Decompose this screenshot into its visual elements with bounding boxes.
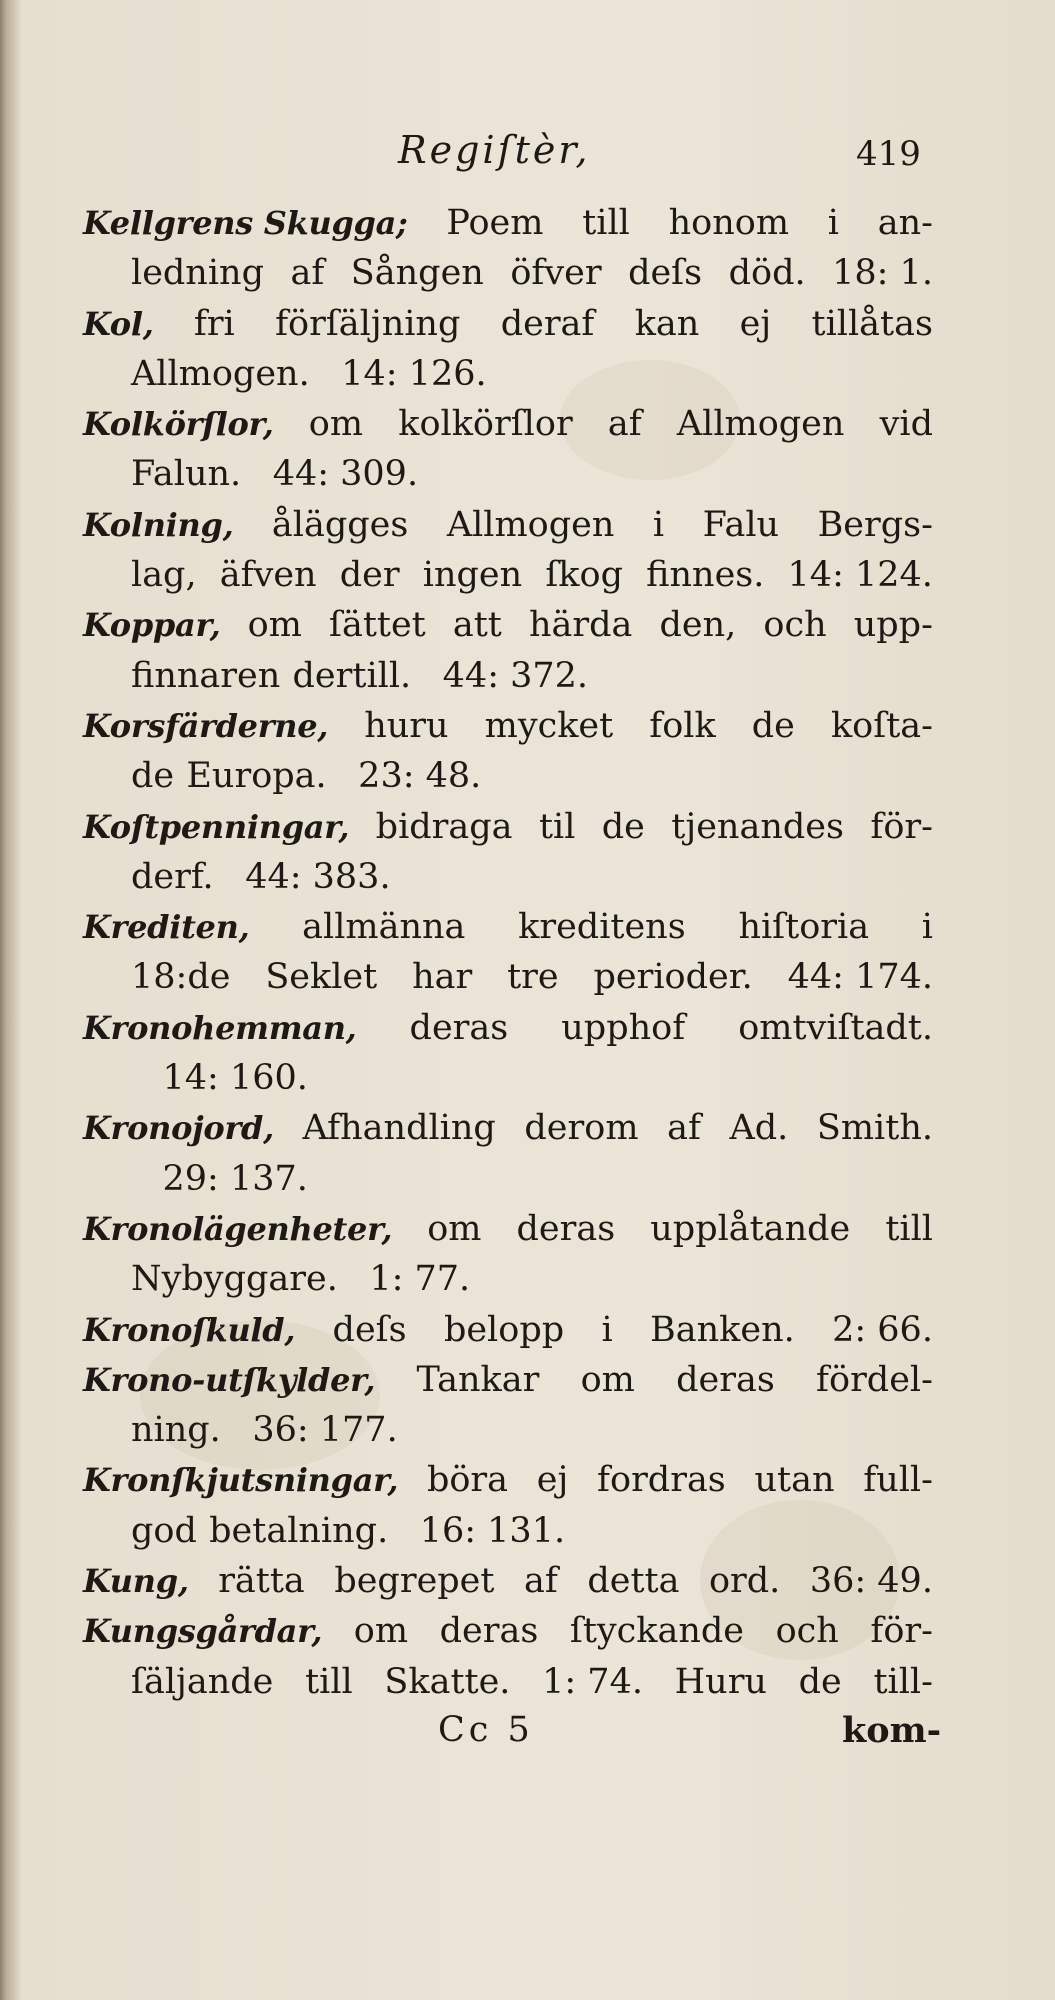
volume-page-reference: 36: 49. bbox=[809, 1561, 933, 1602]
entry-word: Poem bbox=[446, 203, 544, 243]
entry-line bbox=[83, 198, 933, 248]
entry-word: de bbox=[798, 1661, 842, 1702]
volume-page-reference: 16: 131. bbox=[419, 1510, 566, 1551]
entry-word: rätta bbox=[218, 1561, 305, 1602]
entry-word: Allmogen bbox=[446, 504, 615, 545]
entry-word: Falun. bbox=[131, 454, 242, 495]
entry-line bbox=[83, 1003, 933, 1053]
entry-headword: Koſtpenningar, bbox=[83, 807, 350, 846]
entry-word: fri bbox=[193, 303, 235, 344]
entry-word: ej bbox=[739, 303, 772, 344]
entry-word: upplåtande bbox=[650, 1208, 851, 1249]
volume-page-reference: 18: 1. bbox=[832, 253, 933, 294]
entry-word: af bbox=[607, 404, 642, 445]
entry-word: äfven bbox=[219, 555, 317, 596]
entry-word: Nybyggare. bbox=[131, 1259, 338, 1300]
volume-page-reference: 36: 177. bbox=[252, 1410, 398, 1451]
entry-headword: Kronſkjutsningar, bbox=[83, 1461, 399, 1500]
entry-continuation-line bbox=[83, 1254, 933, 1304]
entry-word: om bbox=[353, 1611, 409, 1652]
entry-word: af bbox=[667, 1108, 701, 1149]
entry-word: den, bbox=[659, 605, 737, 646]
entry-word: Falu bbox=[702, 504, 780, 545]
entry-word: an- bbox=[877, 203, 933, 243]
entry-word: huru bbox=[364, 705, 449, 746]
entry-word: ej bbox=[536, 1460, 569, 1501]
volume-page-reference: 14: 124. bbox=[787, 555, 933, 596]
entry-continuation-line bbox=[83, 449, 933, 499]
entry-word: derom bbox=[524, 1108, 639, 1149]
entry-word: Europa. bbox=[186, 756, 327, 797]
entry-headword: Kung, bbox=[83, 1562, 189, 1601]
entry-headword: Kolning, bbox=[83, 505, 234, 544]
entry-word: til bbox=[538, 806, 576, 847]
volume-page-reference: 2: 66. bbox=[832, 1309, 933, 1350]
entry-headword: Kol, bbox=[83, 304, 154, 343]
entry-word: till bbox=[305, 1661, 353, 1702]
entry-word: tillåtas bbox=[811, 303, 933, 344]
entry-headword: Kungsgårdar, bbox=[83, 1612, 323, 1651]
entry-word: till bbox=[582, 203, 630, 243]
entry-word: mycket bbox=[484, 705, 614, 746]
entry-word: omtviſtadt. bbox=[738, 1007, 933, 1048]
entry-word: härda bbox=[528, 605, 633, 646]
entry-line bbox=[83, 600, 933, 650]
entry-word: till bbox=[885, 1208, 933, 1249]
entry-word: betalning. bbox=[209, 1510, 389, 1551]
entry-word: Bergs- bbox=[817, 504, 933, 545]
entry-word: bidraga bbox=[375, 806, 513, 847]
entry-word: Tankar bbox=[416, 1359, 540, 1400]
entry-word: lag, bbox=[131, 555, 197, 596]
volume-page-reference: 44: 383. bbox=[245, 856, 391, 897]
volume-page-reference: 18:de bbox=[131, 957, 231, 998]
entry-word: honom bbox=[668, 203, 790, 243]
entry-word: ſtyckande bbox=[569, 1611, 745, 1652]
page-header bbox=[0, 128, 1055, 188]
entry-word: hiſtoria bbox=[738, 907, 870, 948]
entry-word: till- bbox=[873, 1661, 933, 1702]
entry-word: dertill. bbox=[292, 655, 412, 696]
running-title: Regiſtèr, bbox=[398, 128, 591, 172]
entry-word: perioder. bbox=[593, 957, 753, 998]
entry-word: i bbox=[601, 1309, 613, 1350]
entry-headword: Kronoſkuld, bbox=[83, 1310, 296, 1349]
entry-headword: Krono-utſkylder, bbox=[83, 1360, 376, 1399]
entry-headword: Kronojord, bbox=[83, 1109, 274, 1148]
entry-line bbox=[83, 1355, 933, 1405]
entry-word: Allmogen. bbox=[131, 353, 310, 394]
volume-page-reference: 14: 126. bbox=[341, 353, 487, 394]
entry-word: upp- bbox=[853, 605, 933, 646]
entry-line bbox=[83, 1556, 933, 1606]
entry-word: folk bbox=[649, 705, 716, 746]
entry-word: Afhandling bbox=[302, 1108, 496, 1149]
volume-page-reference: 1: 74. bbox=[542, 1661, 643, 1702]
entry-word: tjenandes bbox=[671, 806, 844, 847]
entry-line bbox=[83, 1455, 933, 1505]
entry-line bbox=[83, 500, 933, 550]
entry-word: om bbox=[427, 1208, 482, 1249]
entry-line bbox=[83, 1204, 933, 1254]
entry-word: allmänna bbox=[302, 907, 466, 948]
entry-continuation-line bbox=[83, 1506, 933, 1556]
entry-word: och bbox=[775, 1611, 839, 1652]
entry-line bbox=[83, 399, 933, 449]
volume-page-reference: 14: 160. bbox=[162, 1058, 308, 1099]
entry-word: död. bbox=[728, 253, 806, 294]
page-number: 419 bbox=[856, 134, 921, 174]
entry-continuation-line bbox=[83, 550, 933, 600]
entry-headword: Krediten, bbox=[83, 908, 250, 947]
volume-page-reference: 1: 77. bbox=[369, 1259, 471, 1300]
entry-line bbox=[83, 701, 933, 751]
volume-page-reference: 44: 174. bbox=[787, 957, 933, 998]
catchword: kom- bbox=[842, 1710, 942, 1751]
page-footer bbox=[0, 1710, 1055, 1760]
entry-word: ſättet bbox=[329, 605, 426, 646]
entry-line bbox=[83, 1103, 933, 1153]
entry-line bbox=[83, 802, 933, 852]
entry-word: Smith. bbox=[816, 1108, 933, 1149]
entry-word: i bbox=[827, 203, 839, 243]
entry-continuation-line bbox=[83, 852, 933, 902]
entry-word: utan bbox=[754, 1460, 835, 1501]
entry-word: de bbox=[601, 806, 645, 847]
entry-word: finnaren bbox=[131, 655, 281, 696]
volume-page-reference: 29: 137. bbox=[162, 1158, 308, 1199]
entry-word: Skatte. bbox=[384, 1661, 511, 1702]
volume-page-reference: 44: 309. bbox=[272, 454, 419, 495]
entry-word: har bbox=[412, 957, 473, 998]
entry-word: koſta- bbox=[830, 705, 933, 746]
entry-word: kreditens bbox=[518, 907, 686, 948]
entry-word: ſäljande bbox=[131, 1661, 274, 1702]
entry-continuation-line bbox=[83, 651, 933, 701]
entry-word: Huru bbox=[674, 1661, 767, 1702]
entry-word: der bbox=[339, 555, 400, 596]
entry-word: Seklet bbox=[265, 957, 378, 998]
entry-word: tre bbox=[507, 957, 559, 998]
entry-word: kan bbox=[634, 303, 700, 344]
entry-word: full- bbox=[863, 1460, 933, 1501]
volume-page-reference: 23: 48. bbox=[358, 756, 482, 797]
entry-word: belopp bbox=[443, 1309, 565, 1350]
entry-word: de bbox=[751, 705, 795, 746]
entry-word: öfver bbox=[510, 253, 602, 294]
volume-page-reference: 44: 372. bbox=[442, 655, 589, 696]
entry-word: begrepet bbox=[334, 1561, 495, 1602]
entry-word: om bbox=[247, 605, 302, 646]
entry-word: Banken. bbox=[650, 1309, 795, 1350]
entry-line bbox=[83, 299, 933, 349]
entry-headword: Korsfärderne, bbox=[83, 706, 329, 745]
entry-word: deſs bbox=[628, 253, 703, 294]
entry-word: för- bbox=[870, 806, 933, 847]
entry-word: fordras bbox=[597, 1460, 726, 1501]
entry-word: detta bbox=[587, 1561, 680, 1602]
entry-continuation-line bbox=[83, 952, 933, 1002]
entry-word: af bbox=[523, 1561, 558, 1602]
entry-word: deraf bbox=[500, 303, 595, 344]
entry-word: om bbox=[308, 404, 364, 445]
entry-word: att bbox=[452, 605, 502, 646]
entry-line bbox=[83, 902, 933, 952]
entry-word: för- bbox=[870, 1611, 933, 1652]
entry-word: Sången bbox=[350, 253, 484, 294]
entry-word: ledning bbox=[131, 253, 264, 294]
entry-word: i bbox=[652, 504, 665, 545]
entry-word: Allmogen bbox=[676, 404, 845, 445]
entry-word: god bbox=[131, 1510, 197, 1551]
signature-mark: Cc 5 bbox=[438, 1710, 534, 1750]
entry-word: deras bbox=[676, 1359, 775, 1400]
entry-continuation-line bbox=[83, 248, 933, 298]
entry-word: derf. bbox=[131, 856, 214, 897]
entry-continuation-line bbox=[83, 1657, 933, 1707]
entry-word: deſs bbox=[332, 1309, 407, 1350]
entry-continuation-line bbox=[83, 1053, 933, 1103]
entry-word: de bbox=[131, 756, 175, 797]
entry-word: ålägges bbox=[271, 504, 409, 545]
entry-word: finnes. bbox=[646, 555, 765, 596]
entry-headword: Koppar, bbox=[83, 606, 221, 645]
entry-headword: Kolkörſlor, bbox=[83, 405, 274, 444]
entry-word: förſäljning bbox=[275, 303, 461, 344]
entry-continuation-line bbox=[83, 349, 933, 399]
entry-word: fördel- bbox=[816, 1359, 933, 1400]
entry-word: Ad. bbox=[729, 1108, 789, 1149]
entry-word: deras bbox=[409, 1007, 509, 1048]
entry-word: deras bbox=[439, 1611, 539, 1652]
entry-word: ſkog bbox=[545, 555, 623, 596]
entry-continuation-line bbox=[83, 751, 933, 801]
entry-word: ingen bbox=[422, 555, 523, 596]
entry-continuation-line bbox=[83, 1154, 933, 1204]
entry-line bbox=[83, 1305, 933, 1355]
entry-line bbox=[83, 1606, 933, 1656]
entry-word: af bbox=[290, 253, 325, 294]
entry-word: kolkörſlor bbox=[398, 404, 573, 445]
entry-word: upphof bbox=[561, 1007, 686, 1048]
entry-headword: Kronolägenheter, bbox=[83, 1209, 393, 1248]
entry-word: deras bbox=[516, 1208, 616, 1249]
register-entries bbox=[83, 198, 933, 1707]
entry-word: i bbox=[921, 907, 933, 948]
entry-word: ord. bbox=[708, 1561, 781, 1602]
entry-headword: Kronohemman, bbox=[83, 1008, 357, 1047]
entry-headword: Kellgrens Skugga; bbox=[83, 204, 408, 242]
entry-word: vid bbox=[879, 404, 933, 445]
entry-word: ning. bbox=[131, 1410, 221, 1451]
entry-word: böra bbox=[426, 1460, 509, 1501]
entry-continuation-line bbox=[83, 1405, 933, 1455]
entry-word: om bbox=[580, 1359, 635, 1400]
entry-word: och bbox=[763, 605, 827, 646]
